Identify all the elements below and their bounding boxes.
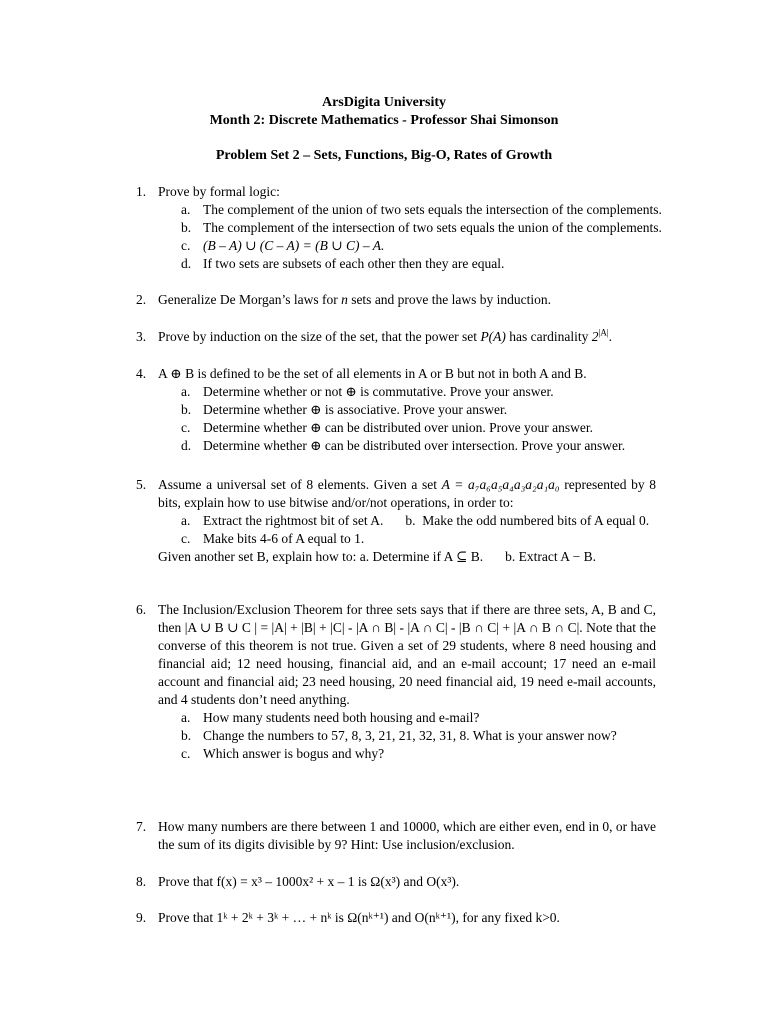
question-number: 5. — [136, 477, 147, 492]
follow-up-text: Given another set B, explain how to: a. Determine if A ⊆ B. b. Extract A − B. — [158, 549, 596, 564]
question-text: Assume a universal set of 8 elements. Given a set A = a₇a₆a₅a₄a₃a₂a₁a₀ represented by 8 bits, explain how to use bitwise and/or/not operations, in order to: — [158, 477, 656, 510]
question-number: 2. — [136, 292, 147, 307]
question-6 — [136, 601, 656, 763]
question-2 — [136, 291, 736, 309]
sub-item-a: a. Determine whether or not ⊕ is commutative. Prove your answer. — [181, 384, 554, 399]
sub-item-b: b. The complement of the intersection of two sets equals the union of the complements. — [181, 220, 662, 235]
sub-item-d: d. If two sets are subsets of each other then they are equal. — [181, 256, 505, 271]
sub-item-b: b. Change the numbers to 57, 8, 3, 21, 21, 32, 31, 8. What is your answer now? — [181, 728, 617, 743]
question-number: 3. — [136, 329, 147, 344]
sub-item-b: b. Determine whether ⊕ is associative. Prove your answer. — [181, 402, 508, 417]
sub-item-c: c. (B – A) ∪ (C – A) = (B ∪ C) – A. — [181, 238, 385, 253]
question-7 — [136, 818, 656, 854]
question-number: 7. — [136, 819, 147, 834]
question-5 — [136, 476, 656, 566]
sub-item-a: a. The complement of the union of two sets equals the intersection of the complements. — [181, 202, 662, 217]
question-number: 1. — [136, 184, 147, 199]
problem-set-title: Problem Set 2 – Sets, Functions, Big-O, Rates of Growth — [215, 148, 553, 163]
sub-item-a: a. Extract the rightmost bit of set A. b. Make the odd numbered bits of A equal 0. — [181, 513, 650, 528]
sub-item-c: c. Which answer is bogus and why? — [181, 746, 385, 761]
question-4 — [136, 365, 736, 455]
sub-item-a: a. How many students need both housing and e-mail? — [181, 710, 480, 725]
sub-item-c: c. Make bits 4-6 of A equal to 1. — [181, 531, 365, 546]
university-name: ArsDigita University — [321, 95, 447, 110]
question-number: 8. — [136, 874, 147, 889]
question-text: Prove by induction on the size of the set, that the power set P(A) has cardinality $2^{|A|}$. — [158, 327, 613, 344]
question-text: Prove that f(x) = x³ – 1000x² + x – 1 is Ω(x³) and O(x³). — [158, 874, 460, 889]
sub-item-d: d. Determine whether ⊕ can be distributed over intersection. Prove your answer. — [181, 438, 626, 453]
question-1 — [136, 183, 736, 273]
question-text: Prove that 1ᵏ + 2ᵏ + 3ᵏ + … + nᵏ is Ω(nᵏ⁺¹) and O(nᵏ⁺¹), for any fixed k>0. — [158, 910, 560, 925]
question-number: 6. — [136, 602, 147, 617]
question-number: 4. — [136, 366, 147, 381]
question-text: How many numbers are there between 1 and 10000, which are either even, end in 0, or have the sum of its digits divisible by 9? Hint: Use inclusion/exclusion. — [158, 819, 656, 852]
question-3 — [136, 328, 736, 346]
question-text: A ⊕ B is defined to be the set of all elements in A or B but not in both A and B. — [158, 366, 587, 381]
question-9 — [136, 909, 736, 927]
question-number: 9. — [136, 910, 147, 925]
question-8 — [136, 873, 736, 891]
course-title: Month 2: Discrete Mathematics - Professor Shai Simonson — [209, 113, 559, 128]
sub-item-c: c. Determine whether ⊕ can be distributed over union. Prove your answer. — [181, 420, 593, 435]
question-text: Generalize De Morgan’s laws for n sets and prove the laws by induction. — [158, 292, 552, 307]
question-text: Prove by formal logic: — [158, 184, 280, 199]
question-text: The Inclusion/Exclusion Theorem for three sets says that if there are three sets, A, B and C, then |A ∪ B ∪ C | = |A| + |B| + |C| - |A ∩ B| - |A ∩ C| - |B ∩ C| + |A ∩ B ∩ C|. Note that the converse of this theorem is not true. Given a set of 29 students, where 8 need housing and financial aid; 12 need housing, financial aid, and an e-mail account; 17 need an e-mail account and financial aid; 23 need housing, 20 need financial aid, 19 need e-mail accounts, and 4 students don’t need anything. — [158, 602, 656, 707]
